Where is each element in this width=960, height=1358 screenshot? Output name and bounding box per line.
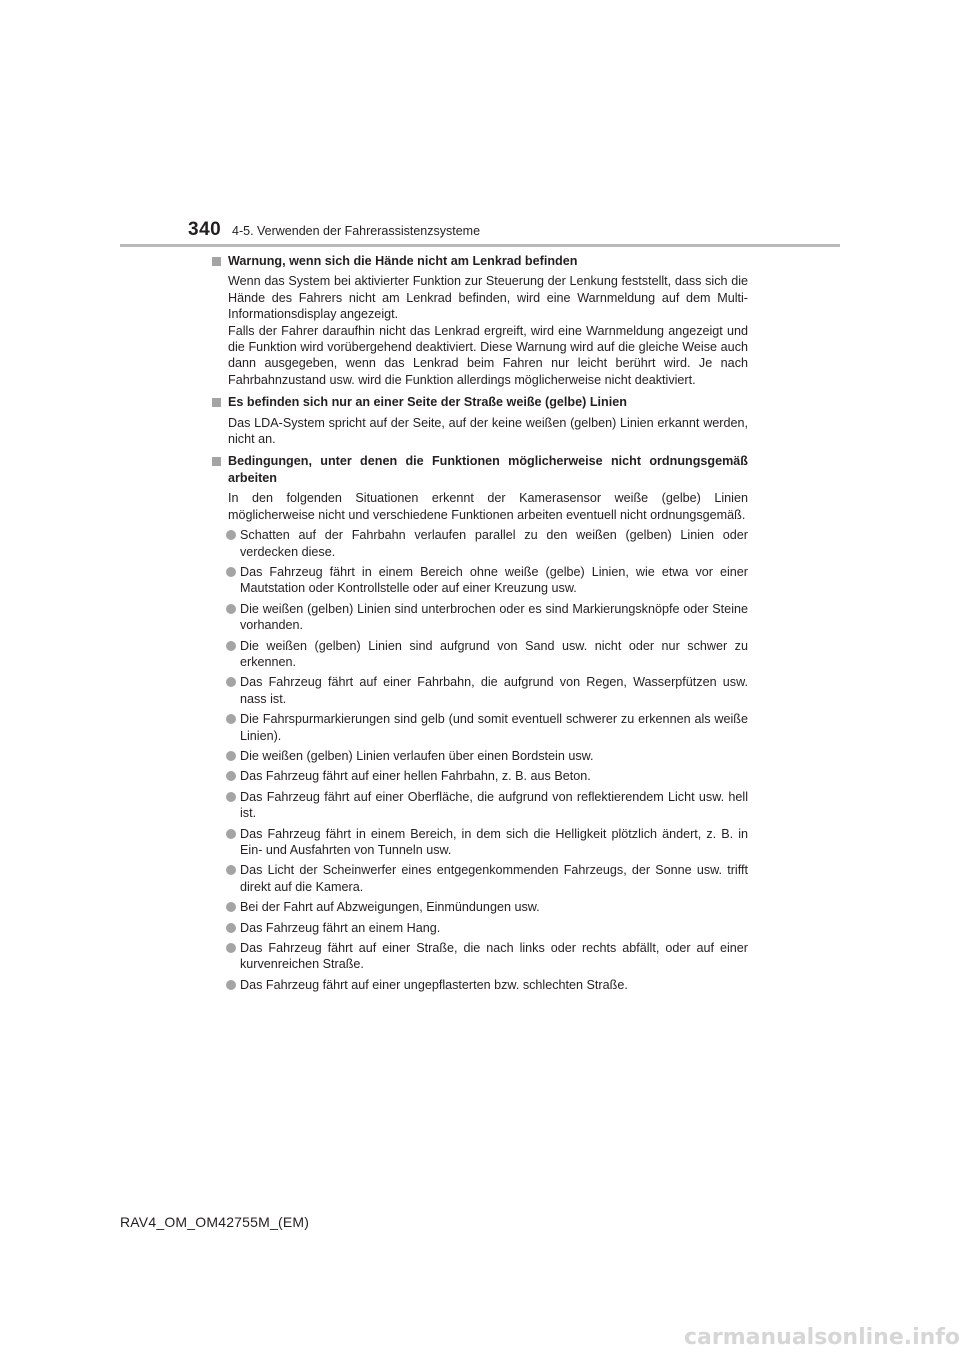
- topic-malfunction-conditions: [212, 453, 748, 993]
- circle-bullet-icon: [226, 604, 236, 614]
- circle-bullet-icon: [226, 865, 236, 875]
- list-item-text: Das Fahrzeug fährt auf einer Straße, die nach links oder rechts abfällt, oder auf einer kurvenreichen Straße.: [240, 941, 748, 972]
- list-item-text: Das Fahrzeug fährt in einem Bereich, in dem sich die Helligkeit plötzlich ändert, z. B. in Ein- und Ausfahrten von Tunneln usw.: [240, 826, 748, 857]
- list-item-text: Das Fahrzeug fährt auf einer Oberfläche, die aufgrund von reflektierendem Licht usw. hell ist.: [240, 789, 748, 821]
- list-item: [212, 564, 748, 597]
- list-item-text: Das Fahrzeug fährt auf einer hellen Fahrbahn, z. B. aus Beton.: [240, 769, 591, 784]
- list-item-text: Das Licht der Scheinwerfer eines entgegenkommenden Fahrzeugs, der Sonne usw. trifft direkt auf die Kamera.: [240, 863, 748, 894]
- circle-bullet-icon: [226, 771, 236, 781]
- list-item: [212, 601, 748, 634]
- list-item-text: Das Fahrzeug fährt an einem Hang.: [240, 920, 441, 935]
- circle-bullet-icon: [226, 530, 236, 540]
- list-item-text: Das Fahrzeug fährt auf einer ungepflasterten bzw. schlechten Straße.: [240, 977, 628, 992]
- list-item-text: Die weißen (gelben) Linien sind aufgrund von Sand usw. nicht oder nur schwer zu erkennen.: [240, 638, 748, 669]
- circle-bullet-icon: [226, 677, 236, 687]
- list-item: [212, 826, 748, 859]
- circle-bullet-icon: [226, 751, 236, 761]
- circle-bullet-icon: [226, 943, 236, 953]
- circle-bullet-icon: [226, 792, 236, 802]
- list-item: [212, 789, 748, 822]
- list-item: [212, 527, 748, 560]
- topic-hands-off-warning: [212, 253, 748, 388]
- page-number: 340: [188, 219, 222, 240]
- list-item: [212, 638, 748, 671]
- header-divider: [120, 244, 840, 247]
- circle-bullet-icon: [226, 980, 236, 990]
- topic-heading: [212, 253, 748, 269]
- list-item: [212, 977, 748, 993]
- list-item-text: Bei der Fahrt auf Abzweigungen, Einmündungen usw.: [240, 900, 540, 915]
- square-bullet-icon: [212, 257, 221, 266]
- list-item: [212, 674, 748, 707]
- square-bullet-icon: [212, 398, 221, 407]
- circle-bullet-icon: [226, 567, 236, 577]
- circle-bullet-icon: [226, 902, 236, 912]
- topic-paragraph: Wenn das System bei aktivierter Funktion zur Steuerung der Lenkung feststellt, dass sich die Hände des Fahrers nicht am Lenkrad befinden, wird eine Warnmeldung auf dem Multi-Informationsdisplay angezeigt. Falls der Fahrer daraufhin nicht das Lenkrad ergreift, wird eine Warnmeldung angezeigt und die Funktion wird vorübergehend deaktiviert. Diese Warnung wird auf die gleiche Weise auch dann ausgegeben, wenn das Lenkrad beim Fahren nur leicht berührt wird. Je nach Fahrbahnzustand usw. wird die Funktion allerdings möglicherweise nicht deaktiviert.: [228, 274, 748, 387]
- list-item-text: Schatten auf der Fahrbahn verlaufen parallel zu den weißen (gelben) Linien oder verdecken diese.: [240, 528, 748, 559]
- document-code: RAV4_OM_OM42755M_(EM): [120, 1214, 310, 1230]
- list-item: [212, 862, 748, 895]
- list-item-text: Die Fahrspurmarkierungen sind gelb (und somit eventuell schwerer zu erkennen als weiße Linien).: [240, 712, 748, 743]
- list-item: [212, 920, 748, 936]
- list-item: [212, 899, 748, 915]
- list-item-text: Das Fahrzeug fährt in einem Bereich ohne weiße (gelbe) Linien, wie etwa vor einer Mautstation oder Kontrollstelle oder auf einer Kreuzung usw.: [240, 564, 748, 596]
- topic-heading-text: Bedingungen, unter denen die Funktionen möglicherweise nicht ordnungsgemäß arbeiten: [228, 454, 748, 485]
- circle-bullet-icon: [226, 923, 236, 933]
- list-item: [212, 940, 748, 973]
- section-title: 4-5. Verwenden der Fahrerassistenzsysteme: [232, 224, 481, 238]
- circle-bullet-icon: [226, 714, 236, 724]
- topic-heading: [212, 394, 748, 410]
- topic-paragraph: In den folgenden Situationen erkennt der Kamerasensor weiße (gelbe) Linien möglicherweise nicht und verschiedene Funktionen arbeiten eventuell nicht ordnungsgemäß.: [228, 491, 748, 522]
- list-item-text: Die weißen (gelben) Linien sind unterbrochen oder es sind Markierungsknöpfe oder Steine vorhanden.: [240, 601, 748, 633]
- topic-heading: [212, 453, 748, 486]
- square-bullet-icon: [212, 457, 221, 466]
- page-content: [212, 253, 748, 999]
- topic-heading-text: Warnung, wenn sich die Hände nicht am Lenkrad befinden: [228, 254, 578, 268]
- list-item: [212, 748, 748, 764]
- topic-heading-text: Es befinden sich nur an einer Seite der Straße weiße (gelbe) Linien: [228, 395, 627, 410]
- list-item: [212, 711, 748, 744]
- watermark: carmanualsonline.info: [684, 1325, 960, 1350]
- list-item-text: Das Fahrzeug fährt auf einer Fahrbahn, die aufgrund von Regen, Wasserpfützen usw. nass ist.: [240, 675, 748, 706]
- circle-bullet-icon: [226, 829, 236, 839]
- topic-paragraph: Das LDA-System spricht auf der Seite, auf der keine weißen (gelben) Linien erkannt werden, nicht an.: [228, 415, 748, 447]
- list-item-text: Die weißen (gelben) Linien verlaufen über einen Bordstein usw.: [240, 748, 594, 763]
- topic-one-sided-lines: [212, 394, 748, 447]
- list-item: [212, 768, 748, 784]
- circle-bullet-icon: [226, 641, 236, 651]
